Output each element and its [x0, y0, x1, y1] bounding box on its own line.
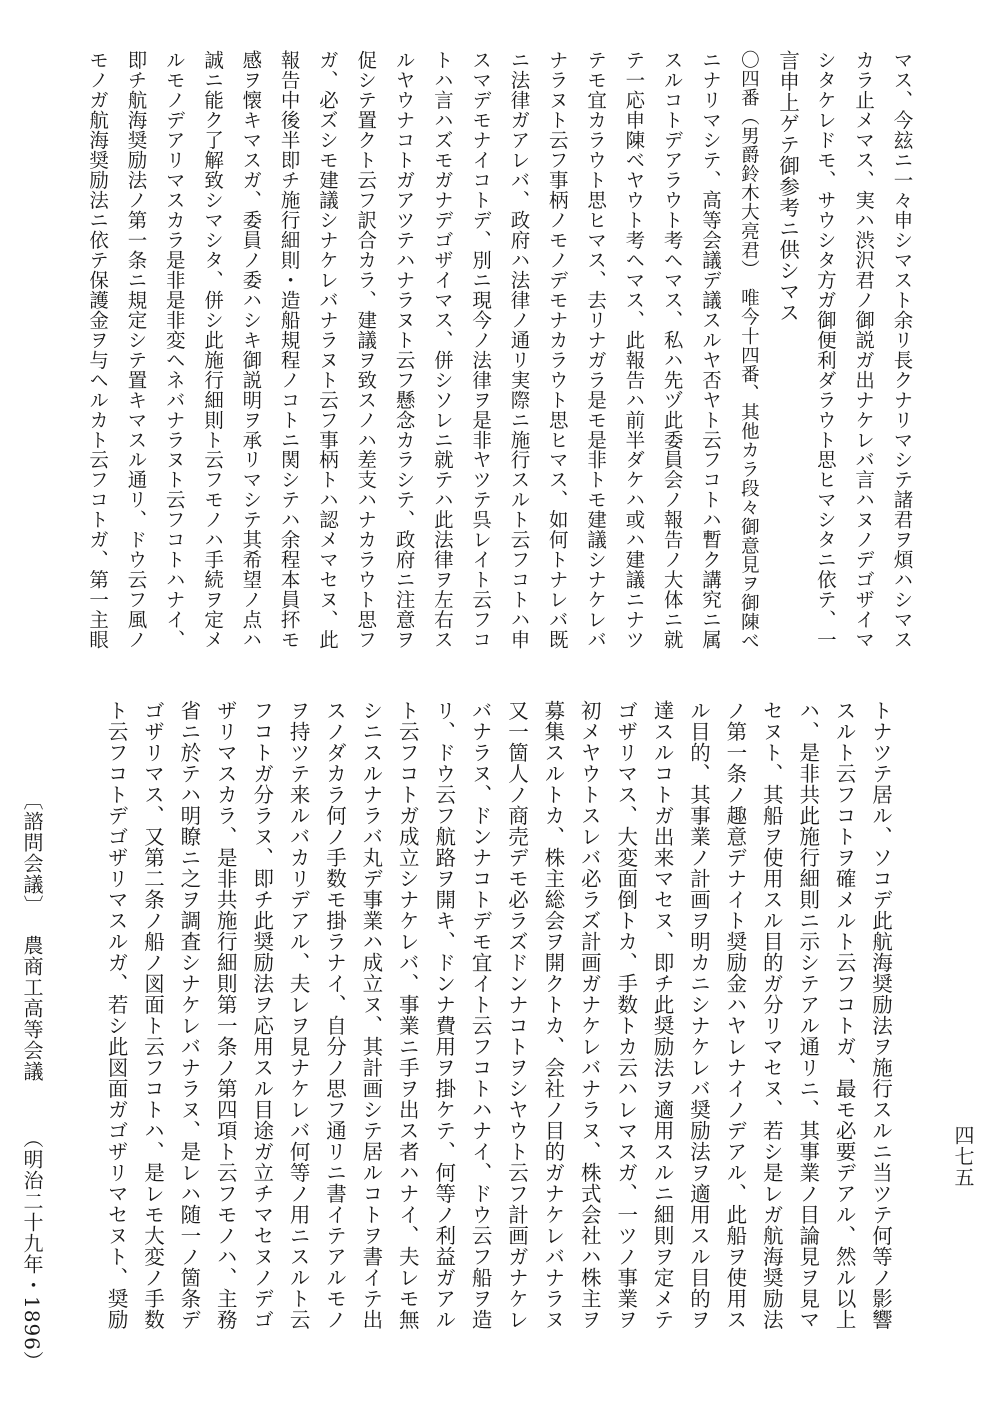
text-column: 感ヲ懐キマスガ、委員ノ委ハシキ御説明ヲ承リマシテ其希望ノ点ハ: [239, 50, 263, 650]
text-column: 省ニ於テハ明瞭ニ之ヲ調査シナケレバナラヌ、是レハ随一ノ箇条デ: [176, 700, 201, 1330]
text-column: スマデモナイコトデ、別ニ現今ノ法律ヲ是非ヤツテ呉レイト云フコ: [469, 50, 493, 650]
text-column: フコトガ分ラヌ、即チ此奨励法ヲ応用スル目途ガ立チマセヌノデゴ: [249, 700, 274, 1330]
text-column: 言申上ゲテ御参考ニ供シマス: [775, 50, 800, 323]
running-head-category: 〔諮問会議〕: [20, 790, 44, 916]
text-column: シタケレドモ、サウシタ方ガ御便利ダラウト思ヒマシタニ依テ、一: [813, 50, 837, 650]
text-column: ゴザリマス、大変面倒トカ、手数トカ云ハレマスガ、一ツノ事業ヲ: [613, 700, 638, 1330]
page-number: 四七五: [951, 1125, 975, 1188]
text-column: ガ、必ズシモ建議シナケレバナラヌト云フ事柄トハ認メマセヌ、此: [315, 50, 339, 650]
text-column: 又一箇人ノ商売デモ必ラズドンナコトヲシヤウト云フ計画ガナケレ: [504, 700, 529, 1330]
text-column: ゴザリマス、又第二条ノ船ノ図面ト云フコトハ、是レモ大変ノ手数: [140, 700, 165, 1330]
text-column: トハ言ハズモガナデゴザイマス、併シソレニ就テハ此法律ヲ左右ス: [430, 50, 454, 650]
text-column: 報告中後半即チ施行細則・造船規程ノコトニ関シテハ余程本員抔モ: [277, 50, 301, 650]
text-column: スルコトデアラウト考ヘマス、私ハ先ヅ此委員会ノ報告ノ大体ニ就: [660, 50, 684, 650]
text-column: カラ止メマス、実ハ渋沢君ノ御説ガ出ナケレバ言ハヌノデゴザイマ: [852, 50, 876, 650]
running-head-title: 農商工高等会議: [20, 935, 44, 1082]
text-column: ニ法律ガアレバ、政府ハ法律ノ通リ実際ニ施行スルト云フコトハ申: [507, 50, 531, 650]
text-column: ノ第一条ノ趣意デナイト奨励金ハヤレナイノデアル、此船ヲ使用ス: [722, 700, 747, 1330]
text-column: ル目的、其事業ノ計画ヲ明カニシナケレバ奨励法ヲ適用スル目的ヲ: [686, 700, 711, 1330]
text-column: ハ、是非共此施行細則ニ示シテアル通リニ、其事業ノ目論見ヲ見マ: [795, 700, 820, 1330]
text-column: ルモノデアリマスカラ是非是非変ヘネバナラヌト云フコトハナイ、: [162, 50, 186, 650]
text-column: セヌト、其船ヲ使用スル目的ガ分リマセヌ、若シ是レガ航海奨励法: [759, 700, 784, 1330]
text-column: リ、ドウ云フ航路ヲ開キ、ドンナ費用ヲ掛ケテ、何等ノ利益ガアル: [431, 700, 456, 1330]
text-column: 達スルコトガ出来マセヌ、即チ此奨励法ヲ適用スルニ細則ヲ定メテ: [650, 700, 675, 1330]
text-column: 誠ニ能ク了解致シマシタ、併シ此施行細則ト云フモノハ手続ヲ定メ: [201, 50, 225, 650]
text-column: ト云フコトデゴザリマスルガ、若シ此図面ガゴザリマセヌト、奨励: [104, 700, 129, 1330]
text-column: トナツテ居ル、ソコデ此航海奨励法ヲ施行スルニ当ツテ何等ノ影響: [868, 700, 893, 1330]
text-column: テ一応申陳ベヤウト考ヘマス、此報告ハ前半ダケハ或ハ建議ニナツ: [622, 50, 646, 650]
text-column: 促シテ置クト云フ訳合カラ、建議ヲ致スノハ差支ハナカラウト思フ: [354, 50, 378, 650]
text-column: バナラヌ、ドンナコトデモ宜イト云フコトハナイ、ドウ云フ船ヲ造: [468, 700, 493, 1330]
text-column: 〇四番（男爵鈴木大亮君） 唯今十四番、其他カラ段々御意見ヲ御陳べ: [738, 50, 760, 651]
text-column: ナラヌト云フ事柄ノモノデモナカラウト思ヒマス、如何トナレバ既: [545, 50, 569, 650]
text-column: ニナリマシテ、高等会議デ議スルヤ否ヤト云フコトハ暫ク講究ニ属: [698, 50, 722, 650]
text-column: 初メヤウトスレバ必ラズ計画ガナケレバナラヌ、株式会社ハ株主ヲ: [577, 700, 602, 1330]
running-head-era: （明治二十九年・1896）: [20, 1128, 44, 1372]
text-column: スルト云フコトヲ確メルト云フコトガ、最モ必要デアル、然ル以上: [832, 700, 857, 1330]
text-column: マス、今玆ニ一々申シマスト余リ長クナリマシテ諸君ヲ煩ハシマス: [890, 50, 914, 650]
text-column: ヲ持ツテ来ルバカリデアル、夫レヲ見ナケレバ何等ノ用ニスルト云: [286, 700, 311, 1330]
text-column: 即チ航海奨励法ノ第一条ニ規定シテ置キマスル通リ、ドウ云フ風ノ: [124, 50, 148, 650]
text-column: モノガ航海奨励法ニ依テ保護金ヲ与ヘルカト云フコトガ、第一主眼: [86, 50, 110, 650]
text-column: ルヤウナコトガアツテハナラヌト云フ懸念カラシテ、政府ニ注意ヲ: [392, 50, 416, 650]
text-column: ト云フコトガ成立シナケレバ、事業ニ手ヲ出ス者ハナイ、夫レモ無: [395, 700, 420, 1330]
text-column: ザリマスカラ、是非共施行細則第一条ノ第四項ト云フモノハ、主務: [213, 700, 238, 1330]
text-column: テモ宜カラウト思ヒマス、去リナガラ是モ是非トモ建議シナケレバ: [584, 50, 608, 650]
text-column: シニスルナラバ丸デ事業ハ成立ヌ、其計画シテ居ルコトヲ書イテ出: [358, 700, 383, 1330]
text-column: スノダカラ何ノ手数モ掛ラナイ、自分ノ思フ通リニ書イテアルモノ: [322, 700, 347, 1330]
text-column: 募集スルトカ、株主総会ヲ開クトカ、会社ノ目的ガナケレバナラヌ: [540, 700, 565, 1330]
